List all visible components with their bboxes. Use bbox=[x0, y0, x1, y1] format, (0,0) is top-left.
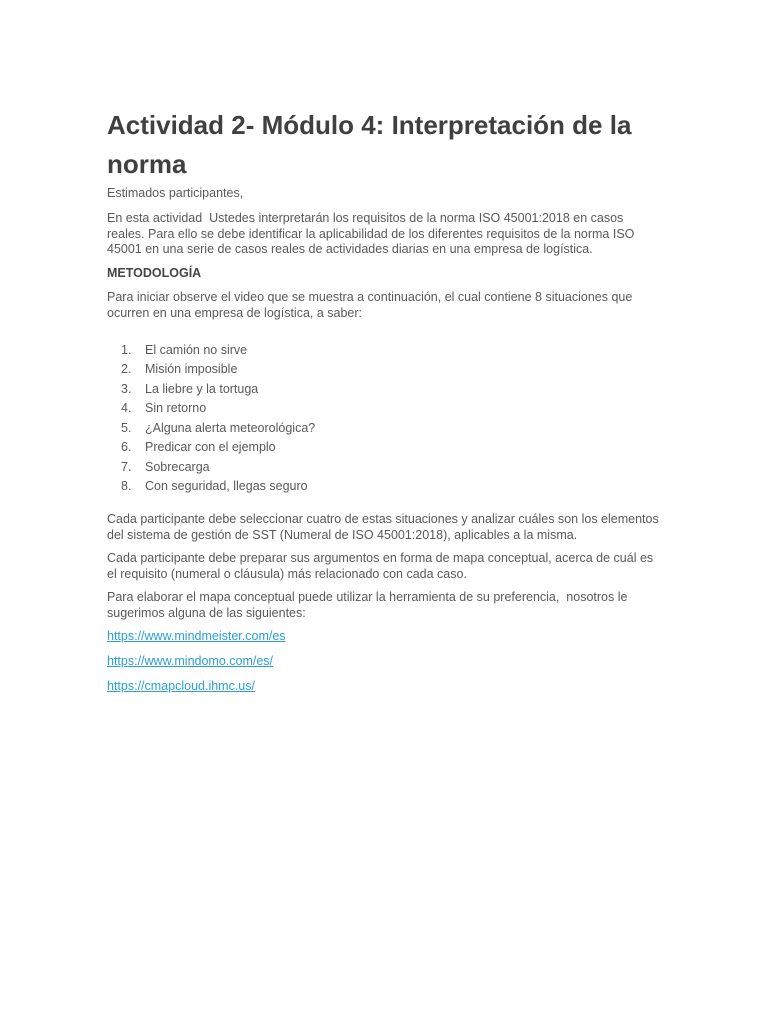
methodology-heading: METODOLOGÍA bbox=[107, 266, 202, 280]
intro-paragraph: En esta actividad Ustedes interpretarán los requisitos de la norma ISO 45001:2018 en casos reales. Para ello se debe identificar la aplicabilidad de los diferentes requisitos de la norma ISO 45001 en una serie de casos reales de actividades diarias en una empresa de logística. bbox=[107, 211, 638, 256]
resource-link[interactable]: https://cmapcloud.ihmc.us/ bbox=[107, 679, 255, 693]
situation-list-item bbox=[107, 399, 662, 418]
situation-list-item bbox=[107, 360, 662, 379]
list-item-text: Sin retorno bbox=[145, 401, 207, 416]
situation-list-item bbox=[107, 458, 662, 477]
list-item-number: 3. bbox=[121, 381, 132, 396]
resource-link[interactable]: https://www.mindomo.com/es/ bbox=[107, 654, 274, 668]
situation-list-item bbox=[107, 380, 662, 399]
list-item-text: La liebre y la tortuga bbox=[145, 381, 259, 396]
situation-list-item bbox=[107, 341, 662, 360]
document-title: Actividad 2- Módulo 4: Interpretación de la norma bbox=[107, 110, 632, 179]
list-item-text: El camión no sirve bbox=[145, 343, 248, 357]
list-item-number: 6. bbox=[121, 440, 132, 455]
greeting-text: Estimados participantes, bbox=[107, 186, 244, 200]
instruction-paragraph-2: Cada participante debe preparar sus argumentos en forma de mapa conceptual, acerca de cuál es el requisito (numeral o cláusula) más relacionado con cada caso. bbox=[107, 551, 657, 581]
list-item-number: 2. bbox=[121, 362, 132, 377]
methodology-intro-paragraph: Para iniciar observe el video que se muestra a continuación, el cual contiene 8 situaciones que ocurren en una empresa de logística, a saber: bbox=[107, 290, 636, 320]
list-item-number: 4. bbox=[121, 401, 132, 416]
resource-links bbox=[107, 629, 662, 704]
document-page bbox=[107, 0, 662, 1024]
list-item-text: Predicar con el ejemplo bbox=[145, 440, 276, 455]
instruction-paragraph-1: Cada participante debe seleccionar cuatro de estas situaciones y analizar cuáles son los elementos del sistema de gestión de SST (Numeral de ISO 45001:2018), aplicables a la misma. bbox=[107, 512, 663, 542]
list-item-text: Sobrecarga bbox=[145, 459, 210, 474]
situations-list bbox=[107, 341, 662, 497]
list-item-number: 5. bbox=[121, 420, 132, 435]
situation-list-item bbox=[107, 477, 662, 496]
situation-list-item bbox=[107, 419, 662, 438]
resource-link-row bbox=[107, 629, 662, 654]
situation-list-item bbox=[107, 438, 662, 457]
resource-link[interactable]: https://www.mindmeister.com/es bbox=[107, 629, 286, 643]
list-item-text: Misión imposible bbox=[145, 362, 238, 377]
instruction-paragraph-3: Para elaborar el mapa conceptual puede utilizar la herramienta de su preferencia, nosotros le sugerimos alguna de las siguientes: bbox=[107, 590, 631, 620]
list-item-number: 8. bbox=[121, 479, 132, 494]
list-item-text: ¿Alguna alerta meteorológica? bbox=[145, 420, 316, 435]
list-item-text: Con seguridad, llegas seguro bbox=[145, 479, 308, 494]
list-item-number: 7. bbox=[121, 459, 132, 474]
resource-link-row bbox=[107, 654, 662, 679]
resource-link-row bbox=[107, 679, 662, 704]
list-item-number: 1. bbox=[121, 343, 132, 357]
